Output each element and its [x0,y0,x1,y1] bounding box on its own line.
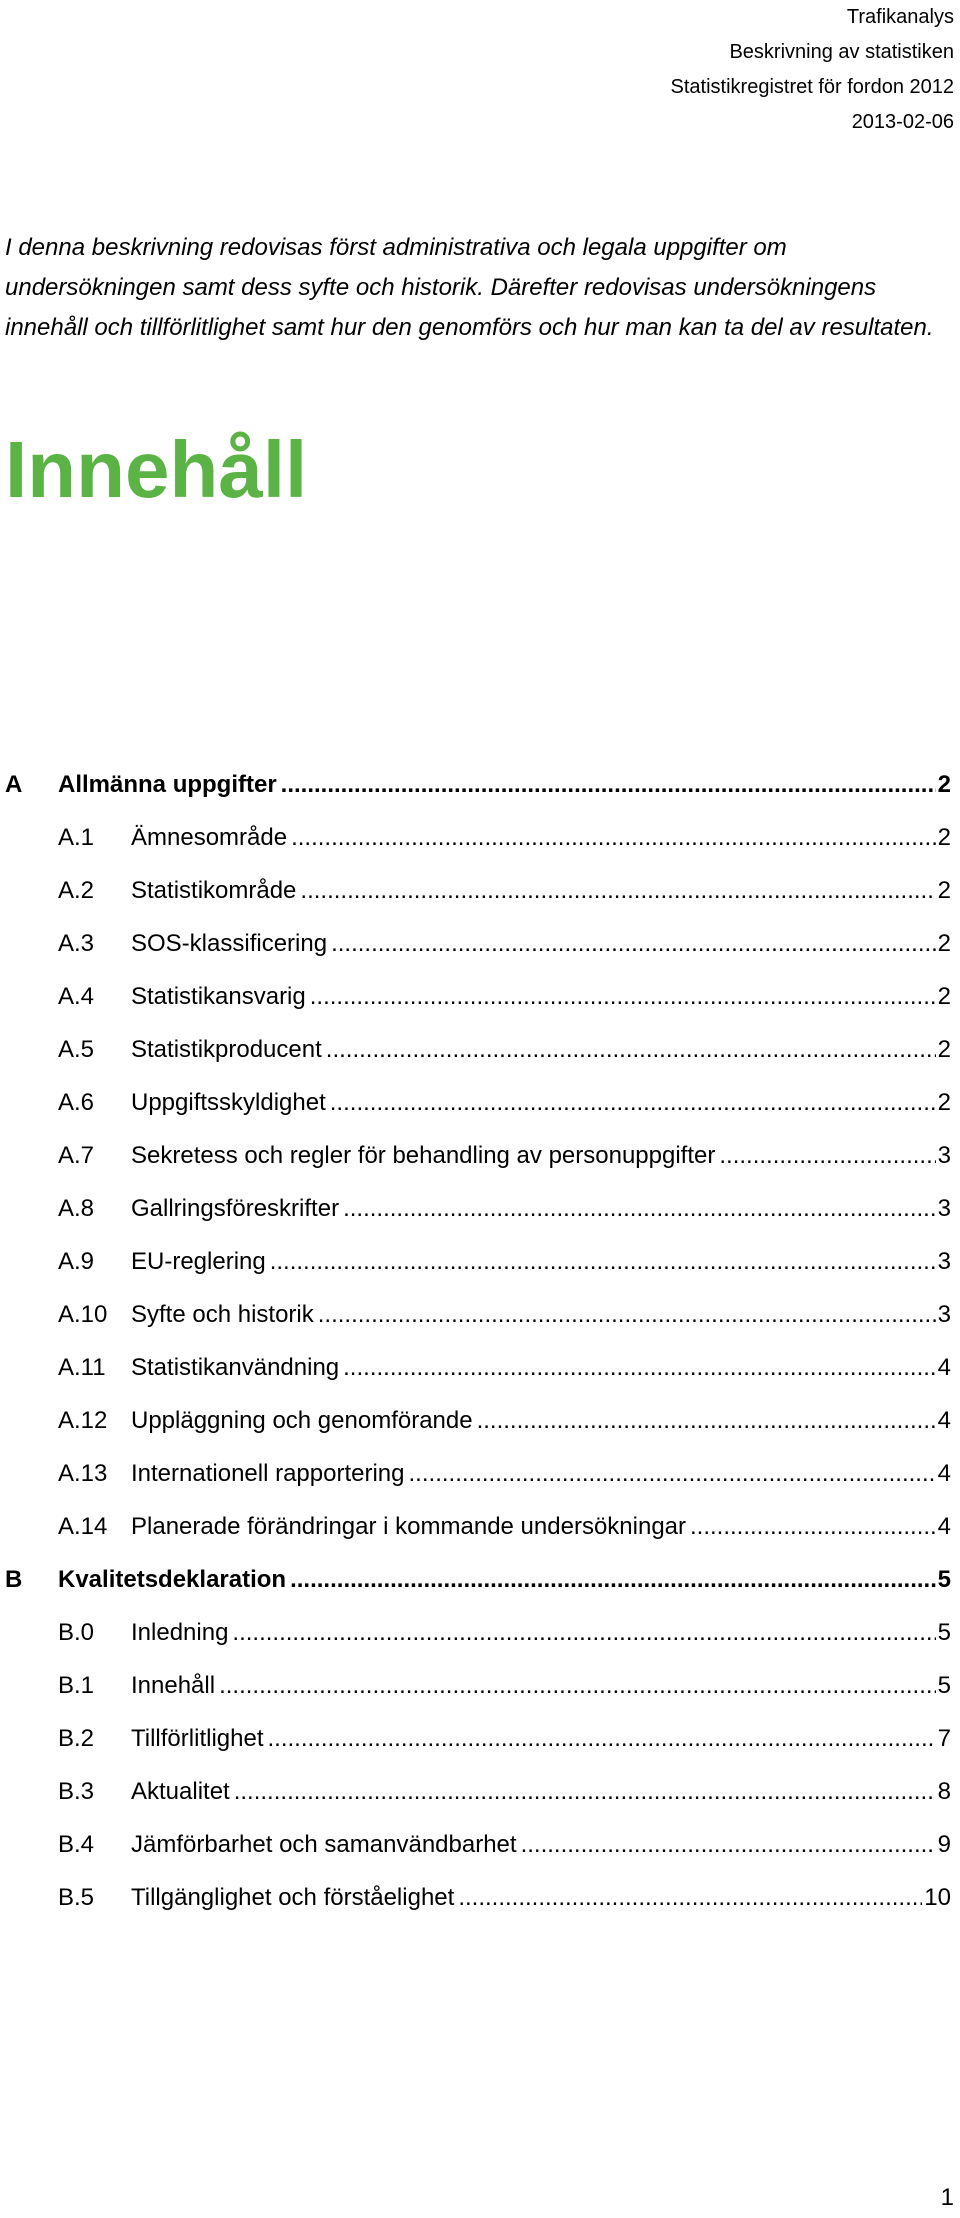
toc-entry-page: 3 [937,1141,951,1169]
toc-entry-page: 5 [937,1618,951,1646]
page-header [671,0,954,140]
toc-dot-leader [521,1831,936,1859]
toc-entry-label: Statistikområde [131,876,297,904]
toc-entry[interactable] [5,1023,951,1076]
toc-entry-label: Statistikproducent [131,1035,322,1063]
toc-entry[interactable] [5,970,951,1023]
toc-entry-label: Uppgiftsskyldighet [131,1088,326,1116]
toc-dot-leader [290,1566,936,1594]
toc-dot-leader [719,1142,935,1170]
toc-entry-label: Ämnesområde [131,823,288,851]
toc-entry-label: Tillförlitlighet [131,1724,264,1752]
toc-title: Innehåll [5,425,308,514]
toc-entry-number: B.5 [58,1883,95,1911]
toc-entry[interactable] [5,1235,951,1288]
toc-entry-label: Kvalitetsdeklaration [58,1565,287,1593]
toc-entry-page: 10 [924,1883,951,1911]
toc-entry[interactable] [5,1182,951,1235]
toc-entry-number: B [5,1565,23,1593]
toc-entry-label: Statistikansvarig [131,982,306,1010]
toc-entry-page: 2 [937,982,951,1010]
toc-entry-label: SOS-klassificering [131,929,328,957]
toc-entry-number: A.13 [58,1459,108,1487]
toc-dot-leader [326,1036,936,1064]
toc-entry-label: Planerade förändringar i kommande undersökningar [131,1512,686,1540]
toc-entry-label: Syfte och historik [131,1300,314,1328]
toc-entry-label: Tillgänglighet och förståelighet [131,1883,455,1911]
toc-entry[interactable] [5,1447,951,1500]
toc-dot-leader [281,771,936,799]
toc-entry-number: A.6 [58,1088,95,1116]
toc-entry-number: A.11 [58,1353,106,1381]
toc-entry[interactable] [5,1818,951,1871]
toc-entry-page: 2 [937,770,951,798]
toc-entry-label: Uppläggning och genomförande [131,1406,473,1434]
toc-entry-page: 4 [937,1512,951,1540]
toc-entry-number: A.4 [58,982,95,1010]
toc-entry[interactable] [5,1659,951,1712]
toc-dot-leader [330,1089,936,1117]
toc-entry-label: Allmänna uppgifter [58,770,277,798]
toc-entry-number: A.10 [58,1300,108,1328]
toc-entry-label: Innehåll [131,1671,216,1699]
toc-dot-leader [300,877,935,905]
toc-dot-leader [291,824,936,852]
toc-dot-leader [234,1778,936,1806]
page-number: 1 [940,2184,954,2211]
table-of-contents [5,758,951,1924]
toc-dot-leader [343,1195,936,1223]
toc-entry-label: Statistikanvändning [131,1353,340,1381]
toc-entry-number: A.9 [58,1247,95,1275]
toc-dot-leader [310,983,936,1011]
toc-entry-label: Gallringsföreskrifter [131,1194,340,1222]
toc-entry-number: B.2 [58,1724,95,1752]
toc-entry[interactable] [5,1765,951,1818]
toc-entry[interactable] [5,1076,951,1129]
toc-dot-leader [343,1354,936,1382]
toc-entry-label: Aktualitet [131,1777,230,1805]
header-organization: Trafikanalys [846,6,954,28]
toc-entry[interactable] [5,1288,951,1341]
toc-entry-page: 2 [937,876,951,904]
toc-entry-number: A.12 [58,1406,108,1434]
toc-entry-number: A.7 [58,1141,95,1169]
toc-dot-leader [690,1513,936,1541]
toc-entry-number: B.1 [58,1671,95,1699]
toc-entry-number: A.1 [58,823,95,851]
toc-entry-number: A.3 [58,929,95,957]
toc-entry-label: Jämförbarhet och samanvändbarhet [131,1830,517,1858]
toc-entry-page: 8 [937,1777,951,1805]
toc-dot-leader [219,1672,936,1700]
toc-entry[interactable] [5,1394,951,1447]
toc-entry-number: A.8 [58,1194,95,1222]
toc-entry-page: 9 [937,1830,951,1858]
toc-entry-page: 2 [937,929,951,957]
toc-entry-number: A.14 [58,1512,108,1540]
toc-dot-leader [477,1407,936,1435]
toc-entry[interactable] [5,1500,951,1553]
header-document-type: Beskrivning av statistiken [729,41,954,63]
toc-entry-number: B.3 [58,1777,95,1805]
toc-entry[interactable] [5,1606,951,1659]
toc-entry-page: 5 [937,1565,951,1593]
toc-entry[interactable] [5,811,951,864]
toc-entry-page: 2 [937,823,951,851]
toc-entry-page: 2 [937,1088,951,1116]
toc-entry-label: Sekretess och regler för behandling av personuppgifter [131,1141,716,1169]
toc-entry-number: A [5,770,23,798]
toc-entry-page: 3 [937,1300,951,1328]
toc-entry[interactable] [5,917,951,970]
header-date: 2013-02-06 [851,111,954,133]
toc-entry-label: Internationell rapportering [131,1459,405,1487]
toc-entry-number: A.2 [58,876,95,904]
toc-entry[interactable] [5,864,951,917]
toc-entry[interactable] [5,1341,951,1394]
toc-dot-leader [409,1460,936,1488]
toc-entry-page: 4 [937,1459,951,1487]
toc-dot-leader [232,1619,935,1647]
toc-entry-number: B.0 [58,1618,95,1646]
intro-paragraph: I denna beskrivning redovisas först administrativa och legala uppgifter om undersökningen samt dess syfte och historik. Därefter redovisas undersökningens innehåll och tillförlitlighet samt hur den genomförs och hur man kan ta del av resultaten. [5,234,934,341]
toc-dot-leader [318,1301,936,1329]
toc-entry-page: 3 [937,1194,951,1222]
toc-entry-label: EU-reglering [131,1247,266,1275]
toc-entry-number: A.5 [58,1035,95,1063]
toc-entry-page: 2 [937,1035,951,1063]
toc-entry[interactable] [5,1553,951,1606]
toc-entry-page: 7 [937,1724,951,1752]
toc-dot-leader [270,1248,936,1276]
toc-entry[interactable] [5,758,951,811]
toc-entry-page: 4 [937,1406,951,1434]
toc-entry-number: B.4 [58,1830,95,1858]
toc-entry-page: 4 [937,1353,951,1381]
toc-dot-leader [267,1725,935,1753]
header-product: Statistikregistret för fordon 2012 [670,76,954,98]
toc-entry-page: 5 [937,1671,951,1699]
toc-entry[interactable] [5,1129,951,1182]
toc-entry-page: 3 [937,1247,951,1275]
toc-entry-label: Inledning [131,1618,229,1646]
toc-entry[interactable] [5,1871,951,1924]
toc-dot-leader [331,930,936,958]
toc-dot-leader [458,1884,922,1912]
toc-entry[interactable] [5,1712,951,1765]
